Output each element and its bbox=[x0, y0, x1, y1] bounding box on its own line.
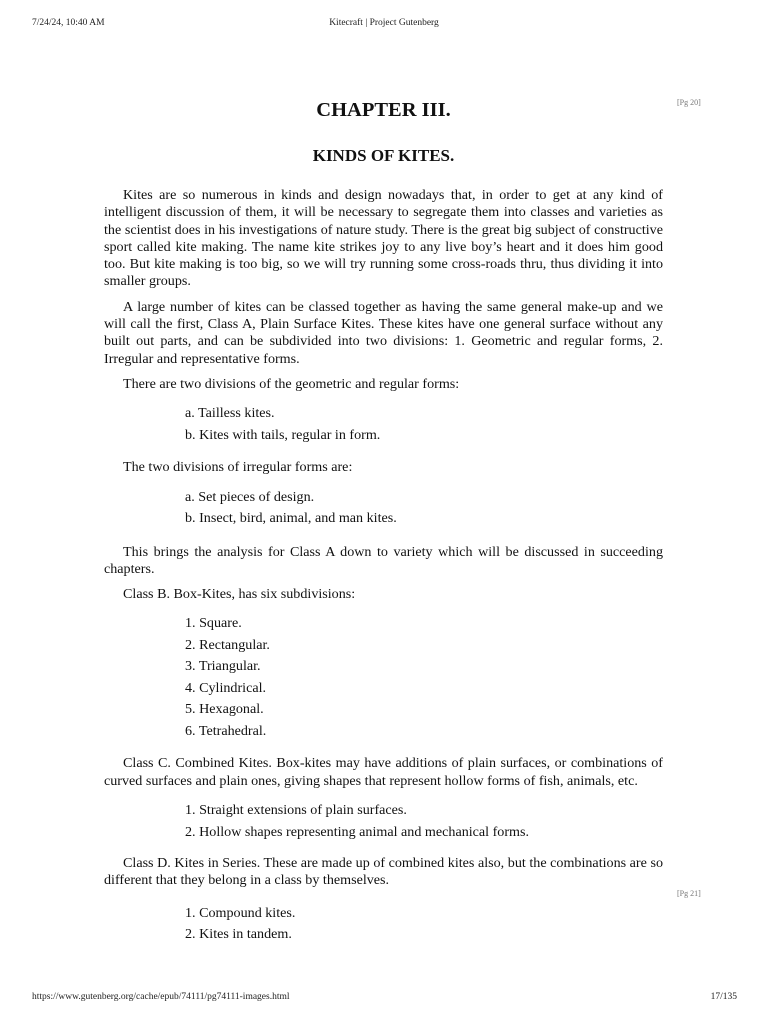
chapter-heading: CHAPTER III. bbox=[316, 99, 451, 121]
print-page-count: 17/135 bbox=[710, 992, 737, 1002]
page-marker-21: [Pg 21] bbox=[677, 889, 701, 898]
print-url: https://www.gutenberg.org/cache/epub/74111/pg74111-images.html bbox=[32, 992, 290, 1002]
paragraph: Class B. Box-Kites, has six subdivisions: bbox=[123, 586, 356, 603]
list-item: 4. Cylindrical. bbox=[185, 679, 267, 696]
list-item: 6. Tetrahedral. bbox=[185, 722, 267, 739]
list-item: 1. Compound kites. bbox=[185, 904, 296, 921]
paragraph: There are two divisions of the geometric and regular forms: bbox=[123, 375, 460, 392]
paragraph: The two divisions of irregular forms are: bbox=[123, 459, 353, 476]
irregular-forms-list bbox=[104, 487, 663, 530]
page-marker-20: [Pg 20] bbox=[677, 98, 701, 107]
list-item: a. Set pieces of design. bbox=[185, 488, 315, 505]
paragraph: Class C. Combined Kites. Box-kites may have additions of plain surfaces, or combinations of curved surfaces and plain ones, giving shapes that represent hollow forms of fish, animals, etc. bbox=[104, 755, 663, 789]
paragraph: A large number of kites can be classed together as having the same general make-up and we will call the first, Class A, Plain Surface Kites. These kites have one general surface without any built out parts, and can be subdivided into two divisions: 1. Geometric and regular forms, 2. Irregular and representative forms. bbox=[104, 298, 663, 367]
list-item: b. Kites with tails, regular in form. bbox=[185, 426, 381, 443]
chapter-content bbox=[104, 96, 663, 946]
print-datetime: 7/24/24, 10:40 AM bbox=[32, 18, 105, 28]
chapter-body bbox=[104, 187, 663, 946]
kites-in-series-list bbox=[104, 903, 663, 946]
list-item: 1. Square. bbox=[185, 615, 242, 632]
paragraph: Kites are so numerous in kinds and design nowadays that, in order to get at any kind of intelligent discussion of them, it will be necessary to segregate them into classes and varieties as the scientist does in his investigations of nature study. There is the great big subject of constructive sport called kite making. The name kite strikes joy to any live boy’s heart and it does him good too. But kite making is too big, so we will try running some cross-roads thru, thus dividing it into smaller groups. bbox=[104, 187, 663, 290]
list-item: 3. Triangular. bbox=[185, 658, 261, 675]
list-item: 2. Kites in tandem. bbox=[185, 926, 292, 943]
combined-kites-list bbox=[104, 800, 663, 843]
geometric-forms-list bbox=[104, 403, 663, 446]
list-item: 1. Straight extensions of plain surfaces. bbox=[185, 802, 407, 819]
list-item: a. Tailless kites. bbox=[185, 405, 275, 422]
print-page-title: Kitecraft | Project Gutenberg bbox=[329, 18, 439, 28]
chapter-subheading: KINDS OF KITES. bbox=[312, 146, 455, 165]
box-kites-list bbox=[104, 613, 663, 742]
list-item: 2. Hollow shapes representing animal and mechanical forms. bbox=[185, 823, 530, 840]
list-item: b. Insect, bird, animal, and man kites. bbox=[185, 510, 397, 527]
paragraph: Class D. Kites in Series. These are made up of combined kites also, but the combinations are so different that they belong in a class by themselves. bbox=[104, 855, 663, 889]
list-item: 2. Rectangular. bbox=[185, 636, 270, 653]
paragraph: This brings the analysis for Class A down to variety which will be discussed in succeeding chapters. bbox=[104, 543, 663, 577]
list-item: 5. Hexagonal. bbox=[185, 701, 264, 718]
